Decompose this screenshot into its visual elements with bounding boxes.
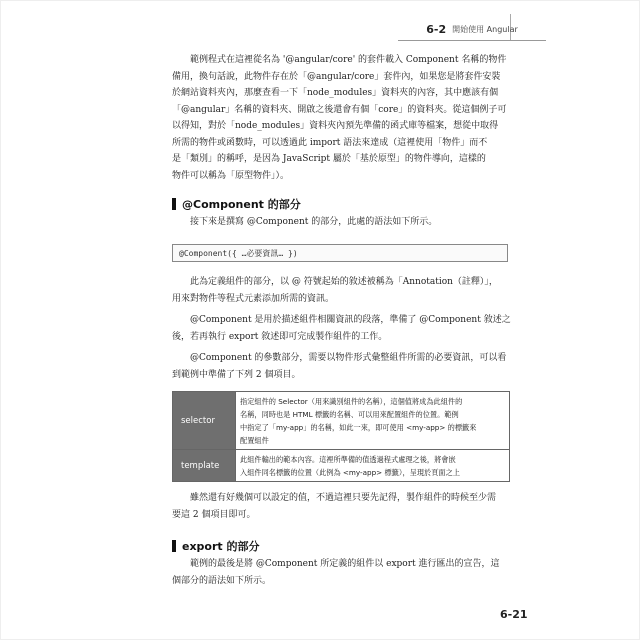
text-line: 備用，換句話說，此物件存在於「@angular/core」套件內，如果您是將套件安裝 bbox=[172, 71, 501, 82]
paragraph-summary bbox=[172, 490, 512, 523]
paragraph-component-desc bbox=[172, 312, 512, 345]
text-line: 接下來是撰寫 @Component 的部分，此處的語法如下所示。 bbox=[190, 217, 438, 227]
section-title: @Component 的部分 bbox=[182, 198, 301, 211]
paragraph-export bbox=[172, 556, 512, 589]
section-title: export 的部分 bbox=[182, 540, 260, 553]
option-value-cell bbox=[236, 450, 510, 482]
section-heading-component bbox=[172, 196, 301, 212]
text-line: 入組件同名標籤的位置（此例為 <my-app> 標籤），呈現於頁面之上 bbox=[240, 467, 460, 477]
text-line: 後，若再執行 export 敘述即可完成製作組件的工作。 bbox=[172, 331, 388, 342]
paragraph-import-explanation bbox=[172, 52, 512, 184]
text-line: 以得知，對於「node_modules」資料夾內預先準備的函式庫等檔案，想從中取得 bbox=[172, 121, 499, 131]
text-line: @Component 的參數部分，需要以物件形式彙整組件所需的必要資訊，可以看 bbox=[190, 353, 507, 363]
table-row bbox=[173, 450, 510, 482]
running-header bbox=[398, 18, 546, 40]
text-line: 是「類別」的稱呼，是因為 JavaScript 屬於「基於原型」的物件導向，這樣的 bbox=[172, 154, 486, 164]
page-number: 6-21 bbox=[500, 608, 528, 621]
text-line: @Component 是用於描述組件相關資訊的段落，準備了 @Component 敘述之 bbox=[190, 315, 511, 325]
text-line: 配置組件 bbox=[240, 435, 269, 445]
option-value-cell bbox=[236, 392, 510, 450]
code-block: @Component({ …必要資訊… }) bbox=[172, 244, 508, 262]
text-line: 此組件輸出的範本內容。這裡所準備的值透過程式處理之後，將會嵌 bbox=[240, 454, 456, 464]
text-line: 指定組件的 Selector（用來識別組件的名稱），這個值將成為此組件的 bbox=[240, 396, 463, 406]
paragraph-component-params bbox=[172, 350, 512, 383]
component-options-table bbox=[172, 391, 510, 482]
text-line: 到範例中準備了下列 2 個項目。 bbox=[172, 369, 301, 380]
text-line: 「@angular」名稱的資料夾、開啟之後還會有個「core」的資料夾。從這個例子可 bbox=[172, 104, 507, 115]
text-line: 範例的最後是將 @Component 所定義的組件以 export 進行匯出的宣告，這 bbox=[190, 559, 500, 569]
text-line: 中指定了「my-app」的名稱，如此一來，即可使用 <my-app> 的標籤來 bbox=[240, 422, 477, 432]
text-line: 名稱，同時也是 HTML 標籤的名稱、可以用來配置組件的位置。範例 bbox=[240, 409, 459, 419]
text-line: 個部分的語法如下所示。 bbox=[172, 575, 272, 586]
section-heading-export bbox=[172, 538, 260, 554]
paragraph-component-intro bbox=[172, 214, 512, 231]
option-key-cell: template bbox=[173, 450, 236, 482]
text-line: 所需的物件或函數時，可以透過此 import 語法來達成（這裡使用「物件」而不 bbox=[172, 137, 488, 148]
paragraph-annotation bbox=[172, 274, 512, 307]
header-chapter-title: 開始使用 Angular bbox=[452, 24, 518, 34]
text-line: 用來對物件等程式元素添加所需的資訊。 bbox=[172, 293, 335, 304]
table-row bbox=[173, 392, 510, 450]
text-line: 雖然還有好幾個可以設定的值，不過這裡只要先記得，製作組件的時候至少需 bbox=[190, 493, 497, 503]
text-line: 物件可以稱為「原型物件」）。 bbox=[172, 170, 290, 181]
text-line: 此為定義組件的部分，以 @ 符號起始的敘述被稱為「Annotation（註釋）」， bbox=[190, 277, 498, 287]
heading-marker bbox=[172, 540, 176, 552]
text-line: 範例程式在這裡從名為 '@angular/core' 的套件載入 Component 名稱的物件 bbox=[190, 55, 507, 65]
heading-marker bbox=[172, 198, 176, 210]
header-section-number: 6-2 bbox=[426, 22, 447, 36]
text-line: 於網站資料夾內，那麼查看一下「node_modules」資料夾的內容，其中應該有個 bbox=[172, 88, 499, 98]
text-line: 要這 2 個項目即可。 bbox=[172, 509, 256, 520]
option-key-cell: selector bbox=[173, 392, 236, 450]
header-rule bbox=[398, 40, 546, 41]
